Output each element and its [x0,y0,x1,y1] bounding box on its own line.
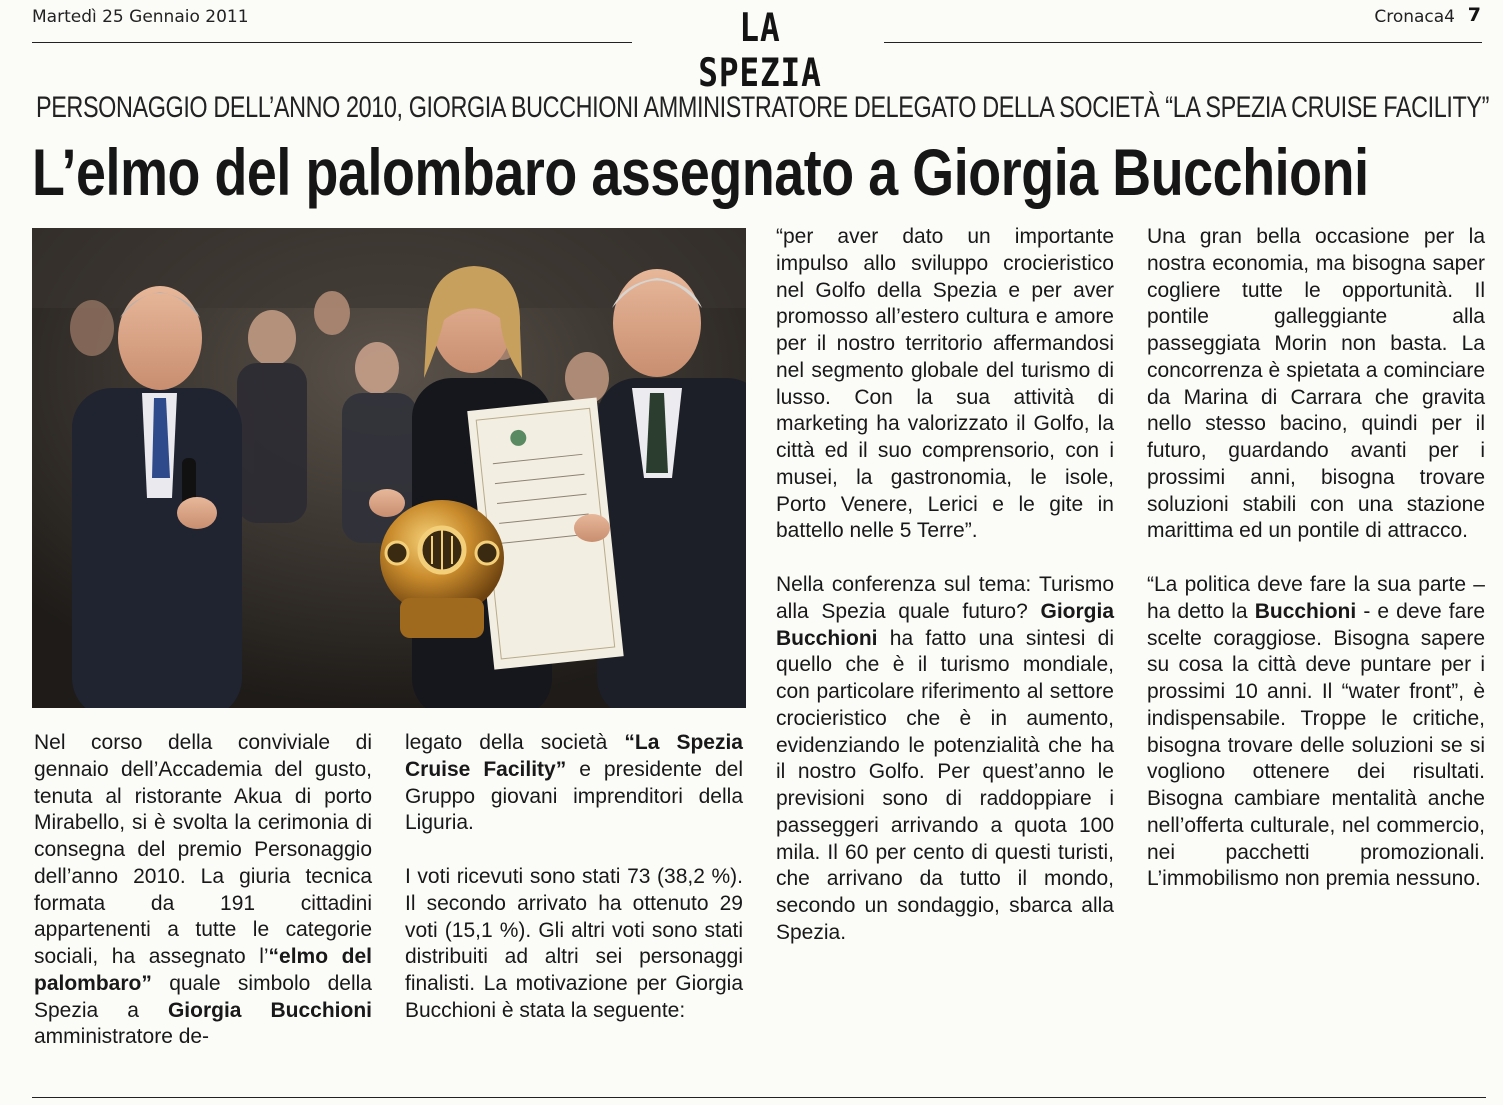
article-kicker: PERSONAGGIO DELL’ANNO 2010, GIORGIA BUCCHIONI AMMINISTRATORE DELEGATO DELLA SOCIETÀ “LA SPEZIA CRUISE FACILITY” [36,91,1489,124]
text-run: Nella conferenza sul tema: Turismo alla Spezia quale futuro? [776,573,1114,623]
photo-illustration [32,228,746,708]
article-photo [32,228,746,708]
article-column-3 [776,224,1114,947]
text-run: Nel corso della conviviale di gennaio dell’Accademia del gusto, tenuta al ristorante Akua di porto Mirabello, si è svolta la cerimonia di consegna del premio Personaggio dell’anno 2010. La giuria tecnica formata da 191 cittadini appartenenti a tutte le categorie sociali, ha assegnato l’ [34,731,372,968]
header-date: Martedì 25 Gennaio 2011 [32,7,249,27]
paragraph-gap [1147,545,1485,572]
col4-paragraph-1: Una gran bella occasione per la nostra economia, ma bisogna saper cogliere tutte le opportunità. Il pontile galleggiante alla passeggiata Morin non basta. La concorrenza è spietata a cominciare da Marina di Carrara che gravita nello stesso bacino, quindi per il futuro, guardando avanti per i prossimi anni, bisogna trovare soluzioni stabili con una stazione marittima ed un pontile di attracco. [1147,225,1485,543]
emphasis-name: Giorgia Bucchioni [776,599,1114,650]
text-run: e presidente del Gruppo giovani imprenditori della Liguria. [405,757,743,835]
header-rule-left [32,42,632,43]
col4-paragraph-2 [1147,572,1485,893]
text-run: - e deve fare scelte coraggiose. Bisogna sapere su cosa la città deve puntare per i prossimi 10 anni. Il “water front”, è indispensabile. Troppe le critiche, bisogna trovare delle soluzioni se si vogliono ottenere dei risultati. Bisogna cambiare mentalità anche nell’offerta culturale, nel commercio, nei pacchetti promozionali. L’immobilismo non premia nessuno. [1147,599,1485,891]
article-column-2 [405,730,743,1025]
col3-paragraph-2 [776,572,1114,947]
text-run: legato della società [405,731,625,754]
paragraph-gap [776,545,1114,572]
paragraph-gap [405,837,743,864]
emphasis-name: Bucchioni [1254,599,1357,623]
col3-paragraph-1: “per aver dato un importante impulso allo sviluppo crocieristico nel Golfo della Spezia e per aver promosso all’estero cultura e amore per il nostro territorio affermandosi nel segmento globale del turismo di lusso. Con la sua attività di marketing ha valorizzato il Golfo, la città ed il suo comprensorio, con i musei, la gastronomia, le isole, Porto Venere, Lerici e le gite in battello nelle 5 Terre”. [776,225,1114,543]
text-run: quale simbolo della Spezia a [34,971,372,1022]
emphasis-name: Giorgia Bucchioni [167,998,372,1022]
header-rule-right [884,42,1482,43]
section-name: Cronaca4 [1374,7,1455,27]
text-run: amministratore de- [34,1025,210,1049]
article-column-1 [34,730,372,1051]
bottom-rule [32,1097,1486,1098]
article-column-4 [1147,224,1485,893]
article-headline: L’elmo del palombaro assegnato a Giorgia Bucchioni [32,135,1369,209]
col2-paragraph-1 [405,730,743,837]
page-number: 7 [1467,4,1481,26]
col2-paragraph-2: I voti ricevuti sono stati 73 (38,2 %). Il secondo arrivato ha ottenuto 29 voti (15,1 %). Gli altri voti sono stati distribuiti ad altri sei personaggi finalisti. La motivazione per Giorgia Bucchioni è stata la seguente: [405,865,743,1022]
text-run: “La politica deve fare la sua parte – ha detto la [1147,573,1485,623]
emphasis-company: “La Spezia Cruise Facility” [405,731,743,781]
masthead: LA SPEZIA [698,6,822,96]
emphasis-elmo: “elmo del palombaro” [34,945,372,995]
text-run: ha fatto una sintesi di quello che è il turismo mondiale, con particolare riferimento al settore crocieristico che è in aumento, evidenziando le potenzialità che ha il nostro Golfo. Per quest’anno le previsioni sono di raddoppiare i passeggeri arrivando a quota 100 mila. Il 60 per cento di questi turisti, che arrivano da tutto il mondo, secondo un sondaggio, sbarca alla Spezia. [776,626,1114,944]
col1-paragraph-1 [34,730,372,1051]
